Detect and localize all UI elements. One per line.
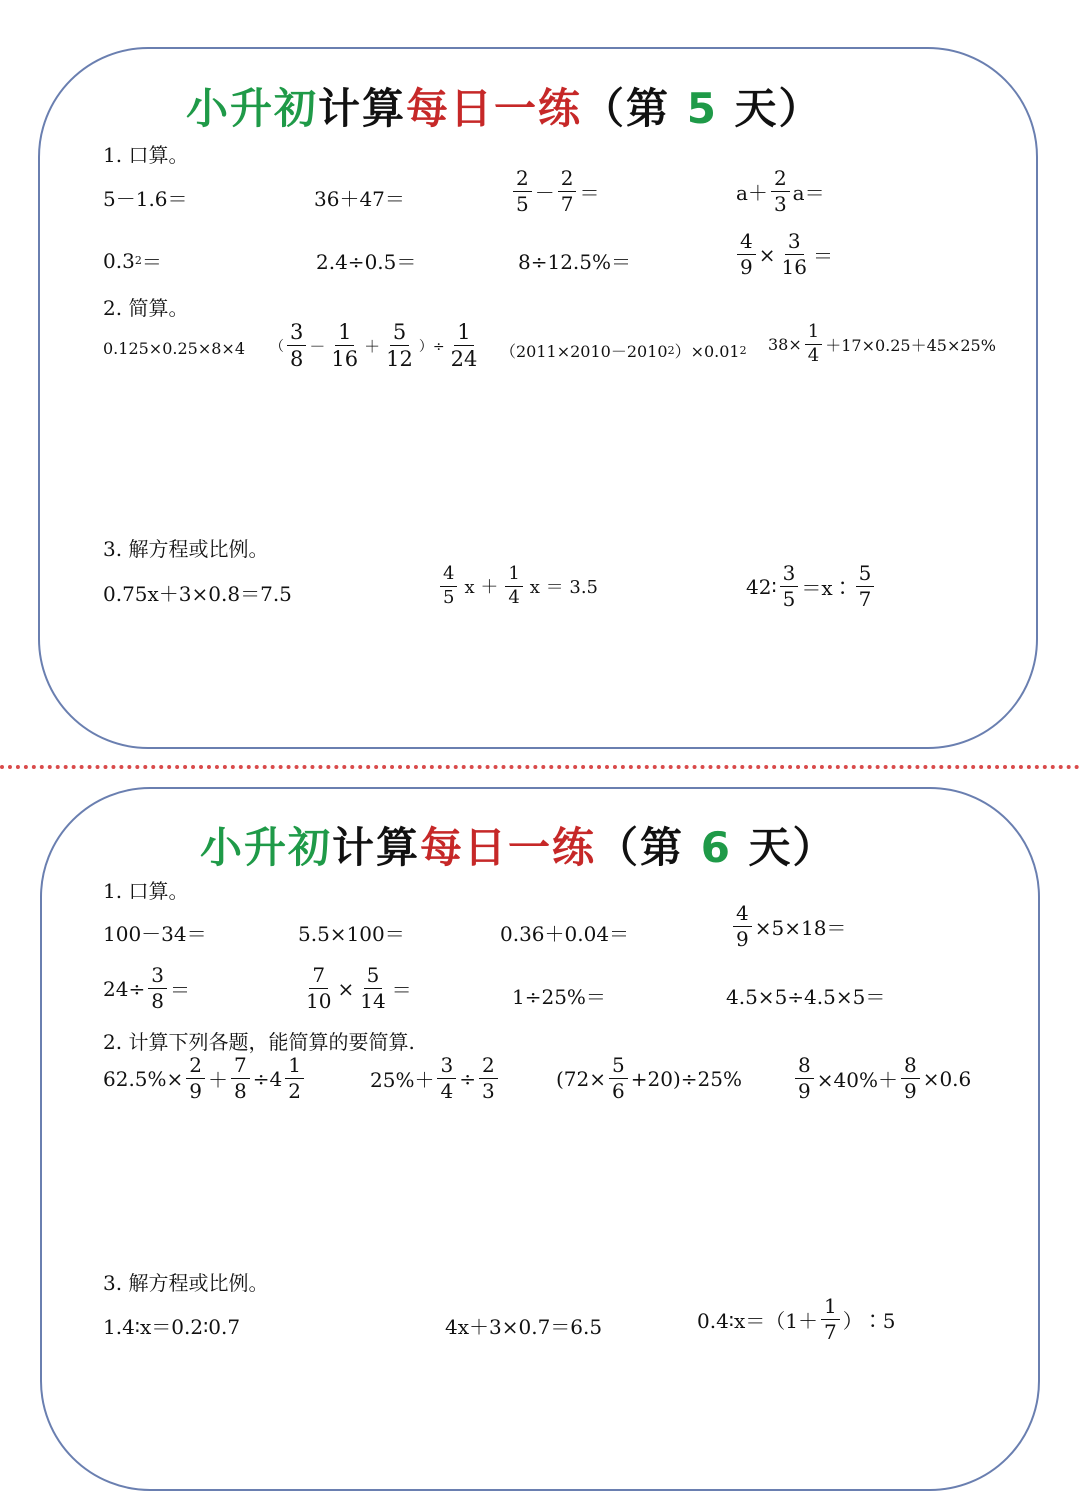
- numerator: 5: [390, 321, 409, 346]
- problem: [103, 965, 190, 1012]
- exponent: 2: [739, 344, 747, 357]
- operator: ＝: [812, 244, 833, 268]
- numerator: 5: [609, 1055, 628, 1079]
- operator: ＝: [579, 181, 600, 205]
- problem: [437, 565, 598, 608]
- expression-text: ×0.6: [922, 1066, 972, 1091]
- denominator: 8: [234, 1079, 247, 1103]
- title-day-number: 6: [700, 823, 732, 872]
- expression-text: 38×: [768, 334, 802, 354]
- problem: 5.5×100＝: [298, 922, 405, 946]
- fraction: [779, 231, 810, 278]
- denominator: 8: [290, 347, 304, 372]
- problem: [697, 1296, 895, 1343]
- problem: [103, 246, 162, 275]
- expression-text: ×5×18＝: [754, 916, 847, 940]
- problem: [792, 1055, 971, 1102]
- denominator: 5: [516, 192, 529, 216]
- numerator: 8: [795, 1055, 814, 1079]
- problem: 1.4∶x＝0.2∶0.7: [103, 1315, 241, 1339]
- problem: 5－1.6＝: [103, 187, 188, 211]
- expression-text: ×40%＋: [816, 1068, 898, 1092]
- exponent: 2: [667, 344, 675, 357]
- numerator: 1: [505, 565, 522, 587]
- fraction: [231, 1055, 250, 1102]
- numerator: 8: [901, 1055, 920, 1079]
- dotted-divider: [0, 765, 1080, 769]
- numerator: 3: [287, 321, 306, 346]
- denominator: 9: [798, 1079, 811, 1103]
- worksheet-card-day6: [40, 787, 1040, 1491]
- numerator: 3: [148, 965, 167, 989]
- title-part: 天）: [734, 84, 823, 133]
- denominator: 4: [440, 1079, 454, 1103]
- denominator: 4: [807, 344, 820, 366]
- problem: 1÷25%＝: [512, 985, 606, 1009]
- numerator: 3: [785, 231, 804, 255]
- numerator: 5: [856, 563, 875, 587]
- fraction: [148, 965, 167, 1012]
- section-heading: 2. 简算。: [103, 296, 189, 320]
- fraction: [901, 1055, 920, 1102]
- section-heading: 1. 口算。: [103, 143, 189, 167]
- problem: [734, 231, 833, 278]
- denominator: 5: [782, 587, 796, 611]
- operator: ＋: [208, 1068, 229, 1092]
- expression-text: +20)÷25%: [630, 1066, 742, 1091]
- numerator: 2: [479, 1055, 498, 1079]
- expression-text: ）×0.01: [674, 342, 740, 361]
- bracket: （: [270, 338, 284, 355]
- expression-text: x ＝ 3.5: [529, 577, 599, 599]
- expression-text: （2011×2010－2010: [500, 342, 668, 361]
- problem: [370, 1055, 501, 1102]
- problem: 8÷12.5%＝: [518, 250, 632, 274]
- denominator: 9: [903, 1079, 917, 1103]
- fraction: [448, 321, 481, 370]
- numerator: 2: [771, 168, 790, 192]
- operator: ×: [337, 976, 355, 1001]
- problem: [300, 965, 412, 1012]
- numerator: 1: [805, 323, 822, 345]
- problem: 0.36＋0.04＝: [500, 922, 630, 946]
- numerator: 4: [440, 565, 457, 587]
- fraction: [733, 903, 752, 950]
- section-heading: 3. 解方程或比例。: [103, 537, 269, 561]
- expression-text: ＋17×0.25＋45×25%: [825, 335, 996, 355]
- denominator: 16: [781, 255, 807, 279]
- operator: －: [309, 337, 326, 357]
- denominator: 9: [736, 927, 749, 951]
- fraction: [440, 565, 457, 608]
- problem: 100－34＝: [103, 922, 207, 946]
- expression-text: 0.4∶x＝（1＋: [697, 1309, 819, 1333]
- section-heading: 1. 口算。: [103, 879, 189, 903]
- problem: 4.5×5÷4.5×5＝: [726, 985, 886, 1009]
- title-part: （第: [582, 84, 671, 133]
- fraction: [795, 1055, 814, 1102]
- fraction: [856, 563, 875, 610]
- fraction: [383, 321, 416, 370]
- numerator: 2: [186, 1055, 205, 1079]
- operator: ÷: [459, 1066, 476, 1091]
- problem: 2.4÷0.5＝: [316, 250, 417, 274]
- denominator: 10: [306, 989, 332, 1013]
- denominator: 8: [151, 989, 164, 1013]
- problem: [270, 321, 483, 370]
- operator: －: [534, 181, 555, 205]
- denominator: 4: [508, 586, 520, 608]
- section-heading: 2. 计算下列各题，能简算的要简算.: [103, 1030, 415, 1054]
- numerator: 3: [780, 563, 799, 587]
- worksheet-title-day6: [200, 815, 837, 875]
- expression-text: ）∶5: [842, 1309, 896, 1333]
- fraction: [780, 563, 799, 610]
- problem: [746, 563, 877, 610]
- expression-text: ＝x∶: [801, 576, 853, 600]
- numerator: 1: [335, 321, 354, 346]
- section-heading: 3. 解方程或比例。: [103, 1271, 269, 1295]
- operator: ＝: [141, 250, 162, 274]
- denominator: 7: [858, 587, 872, 611]
- denominator: 14: [360, 989, 386, 1013]
- operator: ＋: [364, 337, 381, 357]
- expression-text: 25%＋: [370, 1068, 435, 1092]
- fraction: [437, 1055, 456, 1102]
- expression-text: ÷4: [252, 1066, 283, 1091]
- fraction: [805, 323, 822, 366]
- expression-text: a＋: [736, 181, 768, 205]
- operator: ＝: [169, 978, 190, 1002]
- operator: ＝: [391, 978, 412, 1002]
- fraction: [771, 168, 790, 215]
- denominator: 24: [450, 347, 478, 372]
- fraction: [609, 1055, 628, 1102]
- fraction: [186, 1055, 205, 1102]
- numerator: 5: [364, 965, 383, 989]
- denominator: 5: [443, 586, 455, 608]
- denominator: 6: [612, 1079, 625, 1103]
- numerator: 1: [454, 321, 473, 346]
- problem: 0.75x＋3×0.8＝7.5: [103, 582, 292, 606]
- expression-text: 0.3: [103, 248, 135, 273]
- problem: [103, 1055, 307, 1102]
- title-day-number: 5: [686, 84, 718, 133]
- denominator: 9: [740, 255, 753, 279]
- title-part: 小升初: [200, 823, 333, 872]
- denominator: 7: [560, 192, 574, 216]
- numerator: 2: [558, 168, 577, 192]
- fraction: [357, 965, 388, 1012]
- exponent: 2: [134, 254, 142, 267]
- title-part: 每日一练: [406, 84, 583, 133]
- numerator: 1: [285, 1055, 304, 1079]
- denominator: 7: [824, 1320, 837, 1344]
- numerator: 7: [231, 1055, 250, 1079]
- numerator: 7: [309, 965, 328, 989]
- bracket: ）÷: [418, 338, 445, 355]
- problem: [556, 1055, 742, 1102]
- title-part: 小升初: [186, 84, 319, 133]
- title-part: 天）: [748, 823, 837, 872]
- problem: [500, 339, 747, 362]
- problem: 0.125×0.25×8×4: [103, 339, 246, 358]
- fraction: [287, 321, 306, 370]
- denominator: 12: [386, 347, 413, 372]
- fraction: [737, 231, 756, 278]
- expression-text: a＝: [792, 181, 825, 205]
- problem: [730, 903, 846, 950]
- expression-text: (72×: [556, 1066, 607, 1091]
- expression-text: 24÷: [103, 976, 146, 1001]
- fraction: [285, 1055, 304, 1102]
- numerator: 4: [737, 231, 756, 255]
- problem: [768, 323, 996, 366]
- numerator: 3: [437, 1055, 456, 1079]
- fraction: [558, 168, 577, 215]
- expression-text: 42∶: [746, 574, 777, 599]
- fraction: [303, 965, 334, 1012]
- fraction: [328, 321, 361, 370]
- operator: ×: [758, 242, 776, 267]
- denominator: 16: [331, 347, 359, 372]
- problem: 36＋47＝: [314, 187, 405, 211]
- problem: [736, 168, 825, 215]
- denominator: 3: [773, 192, 787, 216]
- fraction: [479, 1055, 498, 1102]
- fraction: [513, 168, 532, 215]
- fraction: [821, 1296, 840, 1343]
- title-part: 计算: [332, 823, 421, 872]
- denominator: 2: [288, 1079, 301, 1103]
- problem: 4x＋3×0.7＝6.5: [445, 1315, 603, 1339]
- worksheet-title-day5: [186, 76, 823, 136]
- title-part: （第: [596, 823, 685, 872]
- numerator: 4: [733, 903, 752, 927]
- title-part: 计算: [318, 84, 407, 133]
- denominator: 3: [481, 1079, 495, 1103]
- expression-text: x ＋: [464, 577, 499, 599]
- title-part: 每日一练: [420, 823, 597, 872]
- numerator: 1: [821, 1296, 840, 1320]
- problem: [510, 168, 599, 215]
- denominator: 9: [189, 1079, 203, 1103]
- numerator: 2: [513, 168, 532, 192]
- fraction: [505, 565, 522, 608]
- expression-text: 62.5%×: [103, 1066, 184, 1091]
